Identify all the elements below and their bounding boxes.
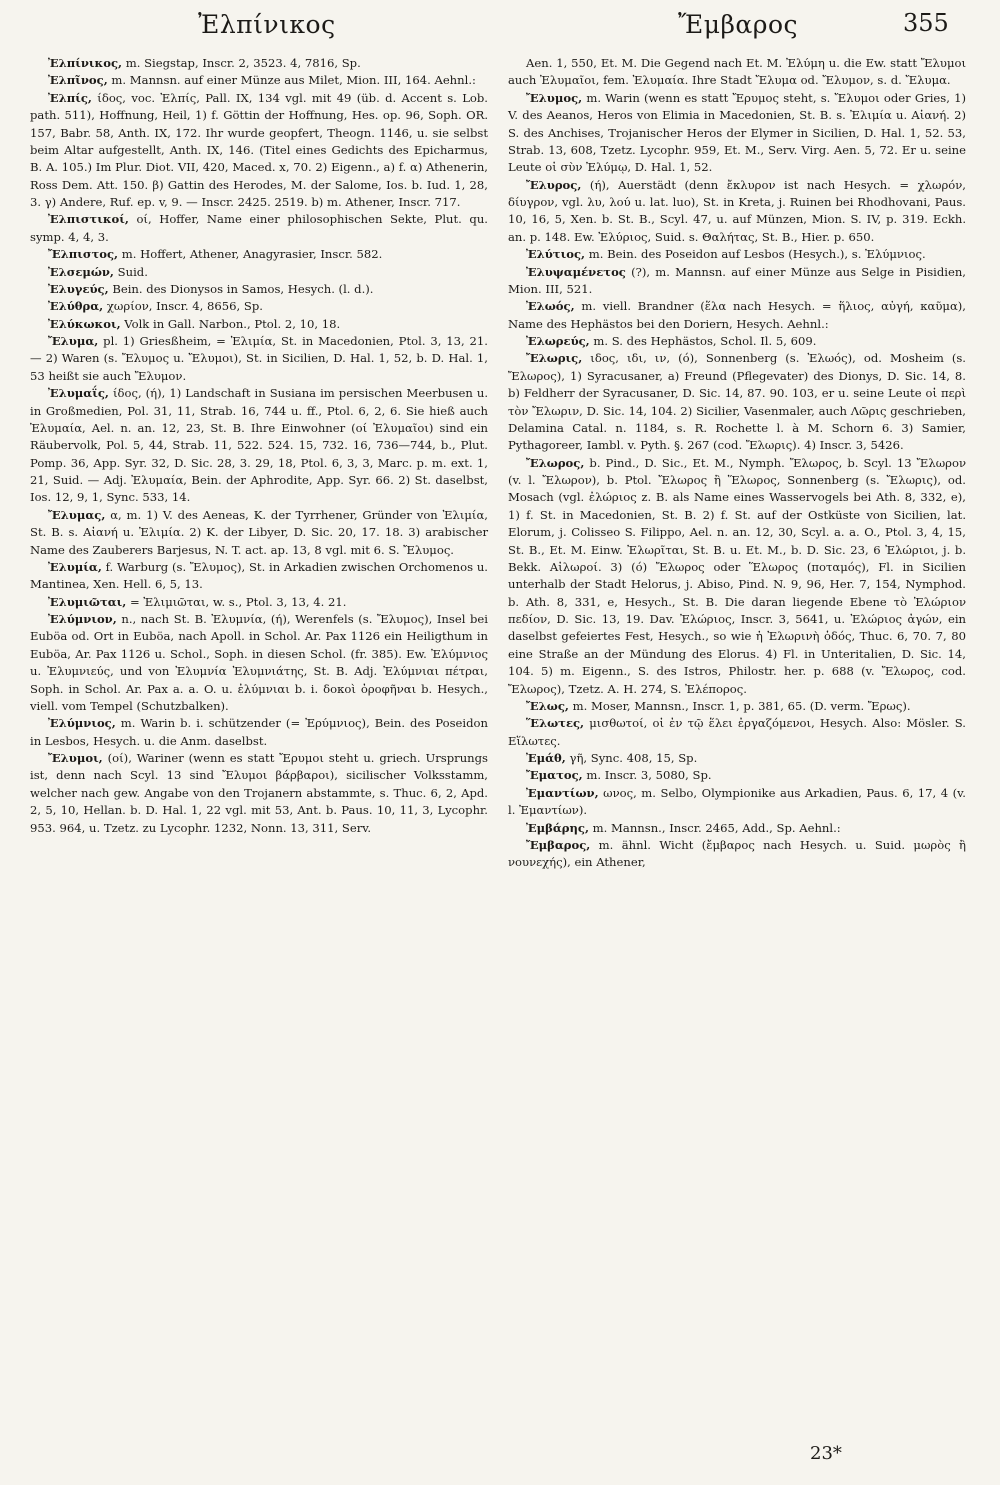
dictionary-entry xyxy=(30,507,488,559)
entry-headword: Ἐλπῖνος, xyxy=(48,73,108,88)
entry-text: b. Pind., D. Sic., Et. M., Nymph. Ἔλωρος, b. Scyl. 13 Ἔλωρον (v. l. Ἔλωρον), b. Ptol. Ἔλωρος ἢ Ἕλωρος, Sonnenberg (s. Ἔλωρις), od. Mosach (vgl. ἐλώριος z. B. als Name eines Wasservogels bei Ath. 8, 332, e), 1) f. St. in Macedonien, St. B. 2) f. St. auf der Ostküste von Sicilien, lat. Elorum, j. Colisseo S. Filippo, Ael. n. an. 12, 30, Scyl. a. a. O., Ptol. 3, 4, 15, St. B., Et. M. Einw. Ἐλωρῖται, St. B. u. Et. M., b. D. Sic. 23, 6 Ἐλώριοι, j. b. Bekk. Αἰλωροί. 3) (ό) Ἔλωρος oder Ἕλωρος (ποταμός), Fl. in Sicilien unterhalb der Stadt Helorus, j. Abiso, Pind. N. 9, 96, Her. 7, 154, Nymphod. b. Ath. 8, 331, e, Hesych., St. B. Die daran liegende Ebene τὸ Ἐλώριον πεδίον, D. Sic. 13, 19. Dav. Ἐλώριος, Inscr. 3, 5641, u. Ἐλώριος ἀγών, ein daselbst gefeiertes Fest, Hesych., so wie ἡ Ἐλωρινὴ ὁδός, Thuc. 6, 70. 7, 80 eine Straße an der Mündung des Elorus. 4) Fl. in Unteritalien, D. Sic. 14, 104. 5) m. Eigenn., S. des Istros, Philostr. her. p. 688 (v. Ἔλωρος, cod. Ἔλωρος), Tzetz. A. H. 274, S. Ἐλέπορος. xyxy=(508,455,966,696)
dictionary-entry xyxy=(30,246,488,263)
entry-headword: Ἐλπίνικος, xyxy=(48,56,123,70)
entry-text: Volk in Gall. Narbon., Ptol. 2, 10, 18. xyxy=(120,316,341,331)
entry-text: Suid. xyxy=(113,264,148,279)
dictionary-entry xyxy=(508,55,966,90)
entry-headword: Ἔματος, xyxy=(526,768,583,783)
entry-text: (ή), Auerstädt (denn ἔκλυρον ist nach Hesych. = χλωρόν, δίυγρον, vgl. λυ, λού u. lat. luo), St. in Kreta, j. Ruinen bei Rhodhovani, Paus. 10, 16, 5, Xen. b. St. B., Scyl. 47, u. auf Münzen, Mion. S. IV, p. 319. Eckh. an. p. 148. Ew. Ἐλύριος, Suid. s. Θαλήτας, St. B., Hier. p. 650. xyxy=(508,177,966,244)
entry-text: ίδος, (ή), 1) Landschaft in Susiana im persischen Meerbusen u. in Großmedien, Pol. 31, 11, Strab. 16, 744 u. ff., Ptol. 6, 2, 6. Sie hieß auch Ἐλυμαία, Ael. n. an. 12, 23, St. B. Ihre Einwohner (οί Ἐλυμαῖοι) sind ein Räubervolk, Pol. 5, 44, Strab. 11, 522. 524. 15, 732. 16, 736—744, b., Plut. Pomp. 36, App. Syr. 32, D. Sic. 28, 3. 29, 18, Ptol. 6, 3, 3, Marc. p. m. ext. 1, 21, Suid. — Adj. Ἐλυμαία, Bein. der Aphrodite, App. Syr. 66. 2) St. daselbst, Ios. 12, 9, 1, Sync. 533, 14. xyxy=(30,386,488,505)
dictionary-entry xyxy=(30,298,488,315)
entry-headword: Ἐλυγεύς, xyxy=(48,281,109,296)
entry-text: Bein. des Dionysos in Samos, Hesych. (l. d.). xyxy=(108,281,374,296)
dictionary-entry xyxy=(508,246,966,263)
entry-headword: Ἔλυμας, xyxy=(48,507,106,522)
dictionary-entry xyxy=(30,281,488,298)
entry-headword: Ἔλωρις, xyxy=(526,351,583,366)
entry-text: m. Mannsn. auf einer Münze aus Milet, Mion. III, 164. Aehnl.: xyxy=(107,73,476,88)
entry-headword: Ἔλυμα, xyxy=(48,334,99,348)
entry-headword: Ἐλυμαΐς, xyxy=(48,386,109,401)
entry-headword: Ἐλύμνιον, xyxy=(48,612,117,626)
entry-headword: Ἐλυμία, xyxy=(48,559,102,574)
entry-text: ωνος, m. Selbo, Olympionike aus Arkadien, Paus. 6, 17, 4 (v. l. Ἐμαντίων). xyxy=(508,785,966,818)
right-running-headword: Ἔμβαρος xyxy=(678,10,799,39)
dictionary-entry xyxy=(30,264,488,281)
dictionary-entry xyxy=(508,298,966,333)
entry-headword: Ἔλπιστος, xyxy=(48,247,119,262)
entry-headword: Ἐλύτιος, xyxy=(526,247,586,262)
left-column xyxy=(30,55,488,837)
dictionary-entry xyxy=(508,698,966,715)
dictionary-entry xyxy=(508,264,966,299)
page-header xyxy=(0,0,1000,48)
entry-headword: Ἐλωός, xyxy=(526,299,575,314)
entry-text: (?), m. Mannsn. auf einer Münze aus Selge in Pisidien, Mion. III, 521. xyxy=(508,264,966,296)
entry-text: (οί), Wariner (wenn es statt Ἔρυμοι steht u. griech. Ursprungs ist, denn nach Scyl. 13 sind Ἔλυμοι βάρβαροι), sicilischer Volksstamm, welcher nach gew. Angabe von den Trojanern abstammte, s. Thuc. 6, 2, Apd. 2, 5, 10, Hellan. b. D. Hal. 1, 22 vgl. mit 53, Ant. b. Paus. 10, 11, 3, Lycophr. 953. 964, u. Tzetz. zu Lycophr. 1232, Nonn. 13, 311, Serv. xyxy=(30,751,488,835)
left-running-headword: Ἐλπίνικος xyxy=(198,10,336,39)
entry-headword: Ἐλύμνιος, xyxy=(48,716,116,731)
entry-headword: Ἐμάθ, xyxy=(526,751,566,765)
entry-headword: Ἔλυμος, xyxy=(526,90,583,105)
entry-text: m. S. des Hephästos, Schol. Il. 5, 609. xyxy=(589,334,817,348)
entry-headword: Ἕλωτες, xyxy=(526,716,585,731)
entry-text: m. Siegstap, Inscr. 2, 3523. 4, 7816, Sp. xyxy=(122,56,361,70)
entry-headword: Ἐλωρεύς, xyxy=(526,334,590,348)
entry-text: ιδος, ιδι, ιν, (ό), Sonnenberg (s. Ἐλωός), od. Mosheim (s. Ἔλωρος), 1) Syracusaner, a) Freund (Pflegevater) des Dionys, D. Sic. 14, 8. b) Feldherr der Syracusaner, D. Sic. 14, 87. 90. 103, er u. seine Leute οἱ περὶ τὸν Ἔλωριν, D. Sic. 14, 104. 2) Sicilier, Vasenmaler, auch Λῶρις geschrieben, Delamina Catal. n. 1184, s. R. Rochette l. à M. Schorn 6. 3) Samier, Pythagoreer, Iambl. v. Pyth. §. 267 (cod. Ἔλωρις). 4) Inscr. 3, 5426. xyxy=(508,351,966,453)
entry-headword: Ἐμβάρης, xyxy=(526,820,589,835)
entry-headword: Ἐλπίς, xyxy=(48,90,92,105)
dictionary-entry xyxy=(508,350,966,454)
entry-headword: Ἔμβαρος, xyxy=(526,837,591,852)
dictionary-entry xyxy=(30,72,488,89)
dictionary-entry xyxy=(30,594,488,611)
dictionary-entry xyxy=(508,837,966,872)
dictionary-entry xyxy=(508,767,966,784)
entry-headword: Ἔλυμοι, xyxy=(48,751,103,765)
signature-mark: 23* xyxy=(810,1443,842,1464)
entry-headword: Ἐλυψαμένετος xyxy=(526,264,626,279)
entry-text: ίδος, voc. Ἐλπίς, Pall. IX, 134 vgl. mit 49 (üb. d. Accent s. Lob. path. 511), Hoffnung, Heil, 1) f. Göttin der Hoffnung, Hes. op. 96, Soph. OR. 157, Babr. 58, Anth. IX, 172. Ihr wurde geopfert, Theogn. 1146, u. sie selbst beim Altar aufgestellt, Anth. IX, 146. (Titel eines Gedichts des Epicharmus, B. A. 105.) Im Plur. Diot. VII, 420, Maced. x, 70. 2) Eigenn., a) f. α) Athenerin, Ross Dem. Att. 150. β) Gattin des Herodes, M. der Salome, Ios. b. Iud. 1, 28, 3. γ) Andere, Ruf. ep. v, 9. — Inscr. 2425. 2519. b) m. Athener, Inscr. 717. xyxy=(30,90,488,209)
entry-text: = Ἐλιμιῶται, w. s., Ptol. 3, 13, 4. 21. xyxy=(126,594,347,609)
right-column xyxy=(508,55,966,872)
entry-headword: Ἔλυρος, xyxy=(526,177,582,192)
dictionary-entry xyxy=(30,715,488,750)
entry-headword: Ἔλως, xyxy=(526,698,569,713)
dictionary-entry xyxy=(508,820,966,837)
dictionary-entry xyxy=(30,559,488,594)
entry-text: m. Inscr. 3, 5080, Sp. xyxy=(582,768,712,783)
entry-headword: Ἐλσεμών, xyxy=(48,264,114,279)
dictionary-entry xyxy=(508,455,966,698)
entry-text: Aen. 1, 550, Et. M. Die Gegend nach Et. M. Ἐλύμη u. die Ew. statt Ἔλυμοι auch Ἐλυμαῖοι, fem. Ἐλυμαία. Ihre Stadt Ἔλυμα od. Ἔλυμον, s. d. Ἔλυμα. xyxy=(508,56,966,88)
entry-text: m. Hoffert, Athener, Anagyrasier, Inscr. 582. xyxy=(118,247,383,262)
dictionary-entry xyxy=(30,55,488,72)
dictionary-entry xyxy=(30,385,488,507)
entry-headword: Ἐμαντίων, xyxy=(526,785,599,800)
entry-text: οί, Hoffer, Name einer philosophischen Sekte, Plut. qu. symp. 4, 4, 3. xyxy=(30,212,488,244)
page-number: 355 xyxy=(903,9,949,37)
entry-text: pl. 1) Griesßheim, = Ἐλιμία, St. in Macedonien, Ptol. 3, 13, 21. — 2) Waren (s. Ἔλυμος u. Ἔλυμοι), St. in Sicilien, D. Hal. 1, 52, b. D. Hal. 1, 53 heißt sie auch Ἔλυμον. xyxy=(30,334,488,383)
entry-headword: Ἐλυμιῶται, xyxy=(48,594,127,609)
entry-text: m. Warin b. i. schützender (= Ἐρύμνιος), Bein. des Poseidon in Lesbos, Hesych. u. die Anm. daselbst. xyxy=(30,716,488,748)
dictionary-entry xyxy=(508,750,966,767)
entry-text: m. Moser, Mannsn., Inscr. 1, p. 381, 65. (D. verm. Ἔρως). xyxy=(568,698,911,713)
entry-text: f. Warburg (s. Ἔλυμος), St. in Arkadien zwischen Orchomenos u. Mantinea, Xen. Hell. 6, 5, 13. xyxy=(30,559,488,592)
dictionary-entry xyxy=(508,333,966,350)
dictionary-entry xyxy=(30,211,488,246)
entry-text: χωρίον, Inscr. 4, 8656, Sp. xyxy=(103,299,263,314)
dictionary-entry xyxy=(30,316,488,333)
dictionary-entry xyxy=(508,177,966,247)
dictionary-entry xyxy=(508,785,966,820)
dictionary-entry xyxy=(30,333,488,385)
entry-text: μισθωτοί, οἱ ἐν τῷ ἕλει ἐργαζόμενοι, Hesych. Also: Mösler. S. Εἵλωτες. xyxy=(508,716,966,748)
entry-text: α, m. 1) V. des Aeneas, K. der Tyrrhener, Gründer von Ἐλιμία, St. B. s. Αἰανή u. Ἐλιμία. 2) K. der Libyer, D. Sic. 20, 17. 18. 3) arabischer Name des Zauberers Barjesus, N. T. act. ap. 13, 8 vgl. mit 6. S. Ἔλυμος. xyxy=(30,507,488,557)
dictionary-entry xyxy=(508,90,966,177)
dictionary-entry xyxy=(30,90,488,212)
dictionary-entry xyxy=(30,750,488,837)
entry-headword: Ἐλύθρα, xyxy=(48,299,104,314)
entry-headword: Ἐλύκωκοι, xyxy=(48,316,121,331)
dictionary-entry xyxy=(508,715,966,750)
dictionary-entry xyxy=(30,611,488,715)
entry-text: m. Mannsn., Inscr. 2465, Add., Sp. Aehnl.: xyxy=(588,820,841,835)
entry-text: n., nach St. B. Ἐλυμνία, (ή), Werenfels (s. Ἔλυμος), Insel bei Euböa od. Ort in Euböa, nach Apoll. in Schol. Ar. Pax 1126 ein Heiligthum in Euböa, Ar. Pax 1126 u. Schol., Soph. in diesen Schol. (fr. 385). Ew. Ἐλύμνιος u. Ἐλυμνιεύς, und von Ἐλυμνία Ἐλυμνιάτης, St. B. Adj. Ἐλύμνιαι πέτραι, Soph. in Schol. Ar. Pax a. a. O. u. ἐλύμνιαι b. i. δοκοὶ ὀροφῆναι b. Hesych., viell. vom Tempel (Schutzbalken). xyxy=(30,612,488,713)
entry-text: γῆ, Sync. 408, 15, Sp. xyxy=(565,751,698,765)
entry-text: m. ähnl. Wicht (ἔμβαρος nach Hesych. u. Suid. μωρὸς ἢ νουνεχής), ein Athener, xyxy=(508,837,966,870)
entry-text: m. Warin (wenn es statt Ἔρυμος steht, s. Ἔλυμοι oder Gries, 1) V. des Aeanos, Heros von Elimia in Macedonien, St. B. s. Ἐλιμία u. Αἰανή. 2) S. des Anchises, Trojanischer Heros der Elymer in Sicilien, D. Hal. 1, 52. 53, Strab. 13, 608, Tzetz. Lycophr. 959, Et. M., Serv. Virg. Aen. 5, 72. Er u. seine Leute οἱ σὺν Ἐλύμῳ, D. Hal. 1, 52. xyxy=(508,90,966,175)
entry-headword: Ἐλπιστικοί, xyxy=(48,212,129,227)
entry-text: m. Bein. des Poseidon auf Lesbos (Hesych.), s. Ἐλύμνιος. xyxy=(585,247,926,262)
entry-text: m. viell. Brandner (ἕλα nach Hesych. = ἥλιος, αὐγή, καῦμα), Name des Hephästos bei den Doriern, Hesych. Aehnl.: xyxy=(508,299,966,331)
entry-headword: Ἔλωρος, xyxy=(526,455,585,470)
